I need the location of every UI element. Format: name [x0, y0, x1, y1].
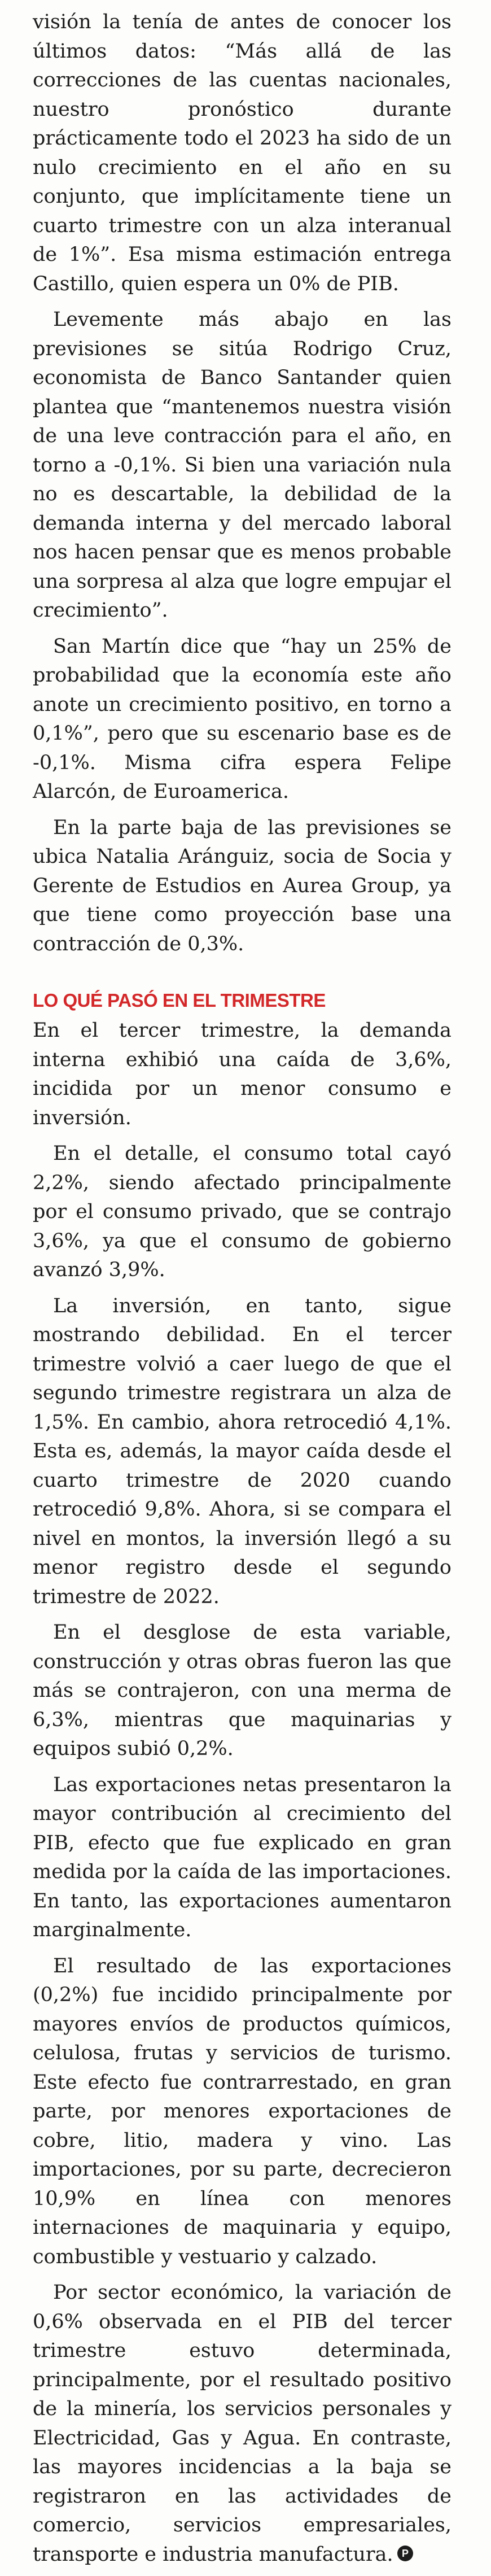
- article-paragraph: Las exportaciones netas presentaron la mayor contribución al crecimiento del PIB, efecto que fue explicado en gran medida por la caída de las importaciones. En tanto, las exportaciones aumentaron marginalmente.: [33, 1773, 451, 1941]
- section-heading: LO QUÉ PASÓ EN EL TRIMESTRE: [33, 990, 326, 1011]
- article-paragraph: La inversión, en tanto, sigue mostrando debilidad. En el tercer trimestre volvió a caer luego de que el segundo trimestre registrara un alza de 1,5%. En cambio, ahora retrocedió 4,1%. Esta es, además, la mayor caída desde el cuarto trimestre de 2020 cuando retrocedió 9,8%. Ahora, si se compara el nivel en montos, la inversión llegó a su menor registro desde el segundo trimestre de 2022.: [33, 1294, 451, 1608]
- article-paragraph: En el tercer trimestre, la demanda interna exhibió una caída de 3,6%, incidida por un menor consumo e inversión.: [33, 1019, 451, 1129]
- publication-logo-icon: [397, 2545, 414, 2562]
- article-paragraph: El resultado de las exportaciones (0,2%) fue incidido principalmente por mayores envíos de productos químicos, celulosa, frutas y servicios de turismo. Este efecto fue contrarrestado, en gran parte, por menores exportaciones de cobre, litio, madera y vino. Las importaciones, por su parte, decrecieron 10,9% en línea con menores internaciones de maquinaria y equipo, combustible y vestuario y calzado.: [33, 1954, 451, 2268]
- article-paragraph-last: [33, 2278, 451, 2569]
- end-mark-glyph: P: [401, 2547, 409, 2559]
- article-column: [33, 8, 451, 2576]
- article-paragraph: En el detalle, el consumo total cayó 2,2%, siendo afectado principalmente por el consumo privado, que se contrajo 3,6%, ya que el consumo de gobierno avanzó 3,9%.: [33, 1142, 451, 1281]
- article-paragraph: Levemente más abajo en las previsiones se sitúa Rodrigo Cruz, economista de Banco Santander quien plantea que “mantenemos nuestra visión de una leve contracción para el año, en torno a -0,1%. Si bien una variación nula no es descartable, la debilidad de la demanda interna y del mercado laboral nos hacen pensar que es menos probable una sorpresa al alza que logre empujar el crecimiento”.: [33, 308, 451, 622]
- article-paragraph: San Martín dice que “hay un 25% de probabilidad que la economía este año anote un crecimiento positivo, en torno a 0,1%”, pero que su escenario base es de -0,1%. Misma cifra espera Felipe Alarcón, de Euroamerica.: [33, 635, 451, 803]
- article-paragraph: En la parte baja de las previsiones se ubica Natalia Aránguiz, socia de Socia y Gerente de Estudios en Aurea Group, ya que tiene como proyección base una contracción de 0,3%.: [33, 816, 451, 955]
- article-paragraph: En el desglose de esta variable, construcción y otras obras fueron las que más se contrajeron, con una merma de 6,3%, mientras que maquinarias y equipos subió 0,2%.: [33, 1621, 451, 1760]
- article-paragraph: visión la tenía de antes de conocer los últimos datos: “Más allá de las correcciones de las cuentas nacionales, nuestro pronóstico durante prácticamente todo el 2023 ha sido de un nulo crecimiento en el año en su conjunto, que implícitamente tiene un cuarto trimestre con un alza interanual de 1%”. Esa misma estimación entrega Castillo, quien espera un 0% de PIB.: [33, 11, 451, 295]
- last-paragraph-text: Por sector económico, la variación de 0,6% observada en el PIB del tercer trimestre estuvo determinada, principalmente, por el resultado positivo de la minería, los servicios personales y Electricidad, Gas y Agua. En contraste, las mayores incidencias a la baja se registraron en las actividades de comercio, servicios empresariales, transporte e industria manufactura.: [33, 2281, 451, 2566]
